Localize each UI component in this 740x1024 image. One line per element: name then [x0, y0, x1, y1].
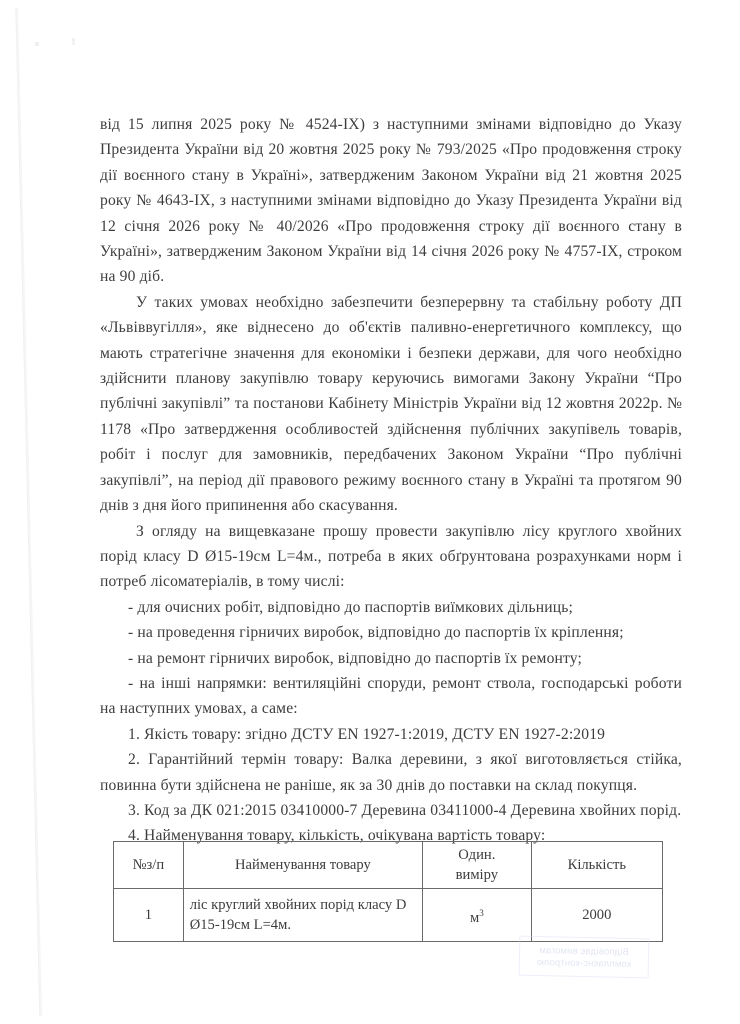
table-cell-quantity: 2000 — [531, 889, 662, 942]
paragraph-conditions: У таких умовах необхідно забезпечити безперервну та стабільну роботу ДП «Львіввугілля», яке віднесено до об'єктів паливно-енергетичного комплексу, що мають стратегічне значення для економіки і безпеки держави, для чого необхідно здійснити планову закупівлю товару керуючись вимогами Закону України “Про публічні закупівлі” та постанови Кабінету Міністрів України від 12 жовтня 2022р. № 1178 «Про затвердження особливостей здійснення публічних закупівель товарів, робіт і послуг для замовників, передбачених Законом України “Про публічні закупівлі”, на період дії правового режиму воєнного стану в Україні та протягом 90 днів з дня його припинення або скасування. — [100, 293, 682, 515]
table-header-unit — [423, 842, 532, 889]
table-header-number: №з/п — [114, 842, 184, 889]
table-header-unit-line2: виміру — [455, 867, 499, 883]
stamp-line-2: комплаєнс-контролю — [536, 956, 632, 969]
goods-table-wrapper — [113, 841, 663, 942]
dash-item-other: - на інші напрямки: вентиляційні споруди, ремонт ствола, господарські роботи на наступних умовах, а саме: — [100, 674, 682, 718]
table-cell-unit-base: м — [469, 909, 480, 926]
document-body — [100, 112, 682, 849]
table-cell-name-line2: Ø15-19см L=4м. — [189, 917, 291, 933]
table-cell-name-line1: ліс круглий хвойних порід класу D — [189, 897, 407, 913]
dash-item-repair: - на ремонт гірничих виробок, відповідно до паспортів їх ремонту; — [128, 649, 583, 667]
table-header-name: Найменування товару — [183, 842, 422, 889]
numbered-item-code: 3. Код за ДК 021:2015 03410000-7 Деревина 03411000-4 Деревина хвойних порід. — [128, 801, 682, 819]
scan-speck — [72, 38, 75, 45]
paragraph-request: З огляду на вищевказане прошу провести закупівлю лісу круглого хвойних порід класу D Ø15-19см L=4м., потреба в яких обґрунтована розрахунками норм і потреб лісоматеріалів, в тому числі: — [100, 522, 682, 591]
table-cell-unit-exponent: 3 — [479, 907, 484, 918]
goods-table — [113, 841, 663, 942]
table-header-unit-line1: Один. — [458, 847, 496, 863]
numbered-item-warranty: 2. Гарантійний термін товару: Валка деревини, з якої виготовляється стійка, повинна бути здійснена не раніше, як за 30 днів до поставки на склад покупця. — [100, 751, 682, 794]
numbered-item-quality: 1. Якість товару: згідно ДСТУ EN 1927-1:2019, ДСТУ EN 1927-2:2019 — [128, 725, 606, 743]
stamp-line-1: Відповідає вимогам — [539, 944, 629, 957]
dash-item-cleaning: - для очисних робіт, відповідно до паспортів виїмкових дільниць; — [128, 598, 573, 616]
dash-item-excavation: - на проведення гірничих виробок, відповідно до паспортів їх кріплення; — [128, 624, 624, 642]
table-cell-unit — [423, 889, 532, 942]
scan-speck — [35, 42, 39, 46]
scan-edge-artifact — [0, 0, 60, 1024]
paragraph-continuation: від 15 липня 2025 року № 4524-IX) з наступними змінами відповідно до Указу Президента України від 20 жовтня 2025 року № 793/2025 «Про продовження строку дії воєнного стану в Україні», затвердженим Законом України від 21 жовтня 2025 року № 4643-IX, з наступними змінами відповідно до Указу Президента України від 12 січня 2026 року № 40/2026 «Про продовження строку дії воєнного стану в Україні», затвердженим Законом України від 14 січня 2026 року № 4757-IX, строком на 90 діб. — [100, 116, 682, 286]
table-cell-name — [183, 889, 422, 942]
table-cell-number: 1 — [114, 889, 184, 942]
numbered-item-goods: 4. Найменування товару, кількість, очікувана вартість товару: — [128, 827, 546, 845]
table-header-quantity: Кількість — [531, 842, 662, 889]
compliance-stamp-bleedthrough — [519, 936, 650, 979]
table-header-row — [114, 842, 663, 889]
table-row — [114, 889, 663, 942]
